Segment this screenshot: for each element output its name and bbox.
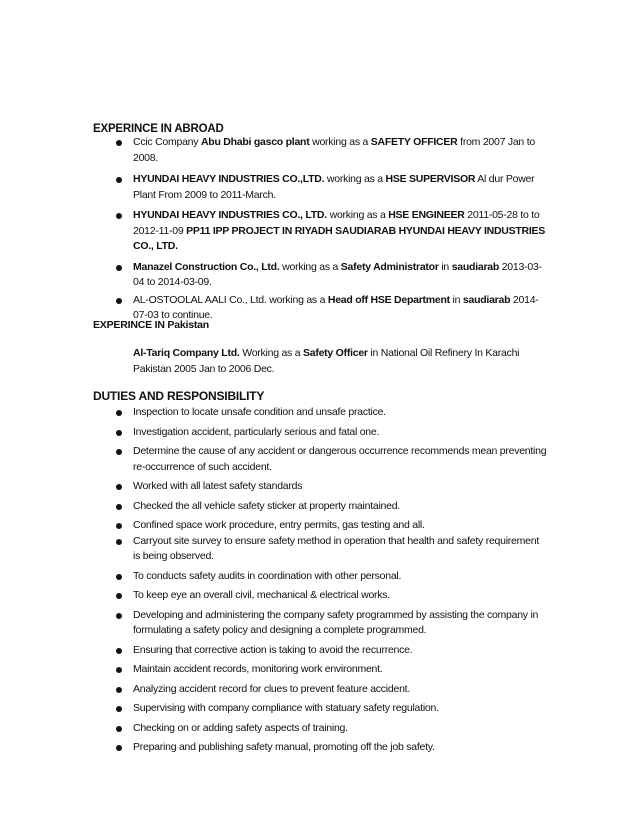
text-run: 2014-07-03 to continue. [133, 293, 539, 321]
abroad-heading: EXPERINCE IN ABROAD [93, 123, 224, 135]
text-run: working as a [326, 209, 389, 221]
pakistan-experience [133, 346, 548, 377]
bullet-icon [116, 410, 122, 416]
duty-item: Inspection to locate unsafe condition and unsafe practice. [133, 405, 548, 421]
duty-item: Investigation accident, particularly serious and fatal one. [133, 425, 548, 441]
bullet-icon [116, 667, 122, 673]
text-run: working as a [309, 136, 371, 148]
text-run: in [438, 260, 452, 273]
duties-heading: DUTIES AND RESPONSIBILITY [93, 389, 265, 403]
duty-item: To keep eye an overall civil, mechanical & electrical works. [133, 588, 548, 604]
text-run: AL-OSTOOLAL AALI Co., Ltd. working as a [133, 293, 328, 306]
text-run: Ccic Company [133, 136, 201, 148]
bold-text: Safety Officer [302, 347, 368, 359]
text-run: 2011-05-28 to to 2012-11-09 [133, 209, 540, 237]
bold-text: Safety Administrator [340, 260, 439, 273]
bullet-icon [116, 574, 122, 580]
bold-text: saudiarab [451, 260, 500, 273]
bullet-icon [116, 523, 122, 529]
duty-item: Analyzing accident record for clues to prevent feature accident. [133, 682, 548, 698]
text-run: Al dur Power Plant From 2009 to 2011-March. [133, 173, 535, 201]
duty-item: Checked the all vehicle safety sticker at property maintained. [133, 499, 548, 515]
bold-text: HSE ENGINEER [388, 209, 465, 221]
bold-text: SAFETY OFFICER [370, 136, 458, 148]
duty-item: Determine the cause of any accident or dangerous occurrence recommends mean preventing re-occurrence of such accident. [133, 444, 548, 475]
bold-text: HYUNDAI HEAVY INDUSTRIES CO.,LTD. [133, 173, 325, 185]
bullet-icon [116, 504, 122, 510]
duty-item: Confined space work procedure, entry permits, gas testing and all. [133, 518, 548, 534]
text-run: from 2007 Jan to 2008. [133, 136, 535, 164]
bullet-icon [116, 213, 122, 219]
bold-text: saudiarab [462, 293, 511, 306]
bold-text: Al-Tariq Company Ltd. [133, 347, 240, 359]
bullet-icon [116, 449, 122, 455]
duty-item: Preparing and publishing safety manual, promoting off the job safety. [133, 740, 548, 756]
text-run: working as a [279, 260, 341, 273]
duty-item: Supervising with company compliance with statuary safety regulation. [133, 701, 548, 717]
duty-item: Developing and administering the company safety programmed by assisting the company in formulating a safety policy and designing a complete programmed. [133, 608, 548, 639]
duty-item: Maintain accident records, monitoring work environment. [133, 662, 548, 678]
duty-item: Checking on or adding safety aspects of training. [133, 721, 548, 737]
bold-text: HSE SUPERVISOR [385, 173, 476, 185]
abroad-experience-list [133, 135, 548, 324]
bullet-icon [116, 177, 122, 183]
bullet-icon [116, 593, 122, 599]
bullet-icon [116, 745, 122, 751]
bullet-icon [116, 430, 122, 436]
abroad-item [133, 172, 548, 203]
duty-item: To conducts safety audits in coordination with other personal. [133, 569, 548, 585]
bold-text: PP11 IPP PROJECT IN RIYADH SAUDIARAB HYUNDAI HEAVY INDUSTRIES CO., LTD. [133, 224, 546, 252]
text-run: working as a [324, 173, 386, 185]
duty-item: Ensuring that corrective action is taking to avoid the recurrence. [133, 643, 548, 659]
bullet-icon [116, 298, 122, 304]
bold-text: Abu Dhabi gasco plant [200, 136, 310, 148]
bullet-icon [116, 648, 122, 654]
text-run: in National Oil Refinery In Karachi Pakistan 2005 Jan to 2006 Dec. [133, 347, 520, 375]
bullet-icon [116, 687, 122, 693]
bold-text: Manazel Construction Co., Ltd. [133, 260, 280, 273]
abroad-item [133, 135, 548, 166]
text-run: 2013-03-04 to 2014-03-09. [133, 260, 542, 288]
bullet-icon [116, 265, 122, 271]
duties-list [133, 405, 548, 756]
bullet-icon [116, 726, 122, 732]
duty-item: Worked with all latest safety standards [133, 479, 548, 495]
abroad-item [133, 260, 548, 291]
duty-item: Carryout site survey to ensure safety method in operation that health and safety requirement is being observed. [133, 534, 548, 565]
bold-text: Head off HSE Department [327, 293, 450, 306]
bullet-icon [116, 484, 122, 490]
bold-text: HYUNDAI HEAVY INDUSTRIES CO., LTD. [133, 209, 327, 221]
bullet-icon [116, 539, 122, 545]
abroad-item [133, 208, 548, 255]
bullet-icon [116, 613, 122, 619]
text-run: in [449, 293, 463, 306]
bullet-icon [116, 706, 122, 712]
text-run: Working as a [239, 347, 303, 359]
pakistan-heading: EXPERINCE IN Pakistan [93, 319, 210, 331]
bullet-icon [116, 140, 122, 146]
